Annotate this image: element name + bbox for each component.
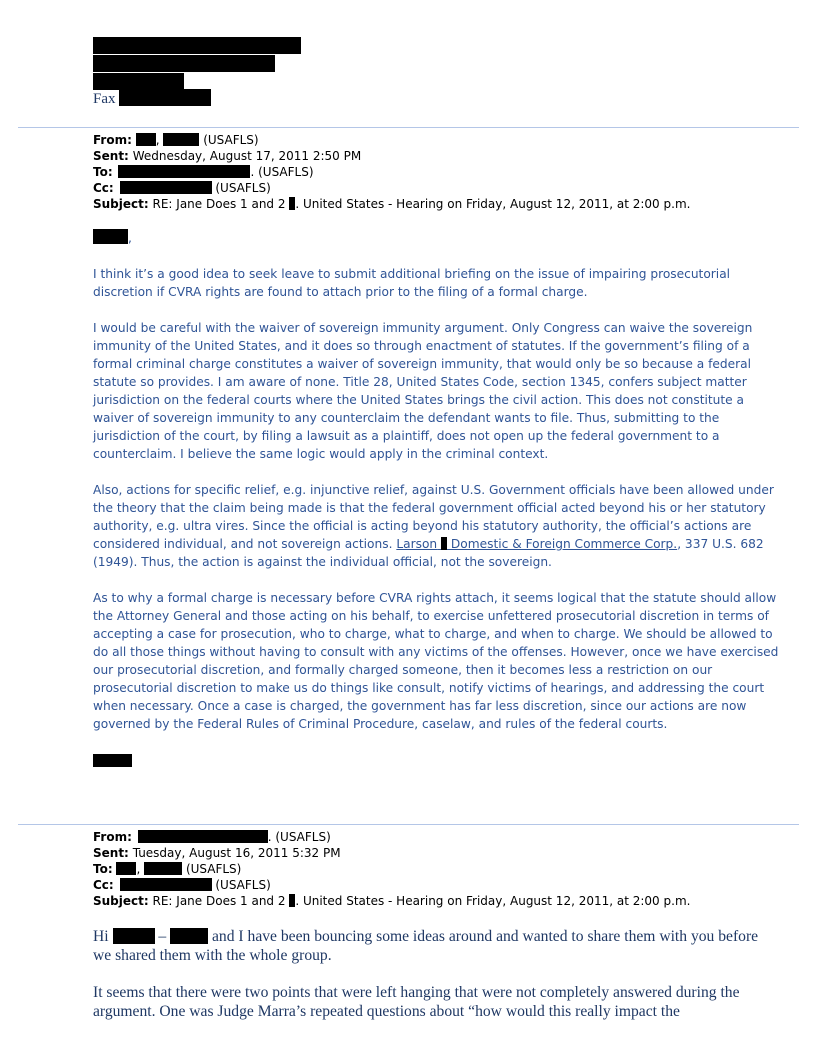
email2-subject-label: Subject: [93,894,149,908]
email2-to-row: To: , (USAFLS) [93,862,242,876]
email1-cc-label: Cc: [93,181,114,195]
redacted-from-first [163,133,199,146]
email1-cc-row [93,180,690,196]
email1-from-row: From: , (USAFLS) [93,133,259,147]
redacted-from2 [138,830,268,843]
redacted-cc [120,181,212,194]
greeting-comma: , [128,231,132,245]
email1-p1-text: I think it’s a good idea to seek leave to submit additional briefing on the issue of impairing prosecutorial discretion if CVRA rights are found to attach prior to the filing of a formal charge. [93,267,731,299]
email1-to-label: To: [93,165,113,179]
email1-sent-value: Wednesday, August 17, 2011 2:50 PM [132,149,362,163]
email1-p2-text: I would be careful with the waiver of sovereign immunity argument. Only Congress can waive the sovereign immunity of the United States, and it does so through enactment of statutes. If the government’s filing of a formal criminal charge constitutes a waiver of sovereign immunity, that would only be so because a federal statute so provides. I am aware of none. Title 28, United States Code, section 1345, confers subject matter jurisdiction on the federal courts where the United States brings the civil action. This does not constitute a waiver of sovereign immunity to any counterclaim the defendant wants to file. Thus, submitting to the jurisdiction of the court, by filing a lawsuit as a plaintiff, does not open up the federal government to a counterclaim. I believe the same logic would apply in the criminal context. [93,321,753,461]
redacted-fax-number [119,89,211,106]
redacted-cc2 [120,878,212,891]
email1-from-suffix: (USAFLS) [203,133,259,147]
email2-dash: – [158,928,167,945]
email1-to-row [93,164,690,180]
email1-paragraph-3 [93,481,783,571]
email2-to-label: To: [93,862,113,876]
email1-paragraph-2 [93,319,783,463]
email1-subject-post: . United States - Hearing on Friday, August 12, 2011, at 2:00 p.m. [295,197,691,211]
case-citation-link[interactable] [396,537,677,551]
email1-header [93,132,690,212]
email2-sent-row [93,845,690,861]
redacted-from-last [136,133,156,146]
email2-from-label: From: [93,830,132,844]
email1-greeting [93,229,783,247]
email2-sent-label: Sent: [93,846,129,860]
redacted-hi-name-2 [170,928,208,944]
redacted-signature-line-2 [93,55,275,72]
email1-cc-suffix: (USAFLS) [215,181,271,195]
redacted-to2-first [144,862,182,875]
email2-sent-value: Tuesday, August 16, 2011 5:32 PM [132,846,341,860]
redacted-signature-line-3 [93,73,184,90]
redacted-to2-last [116,862,136,875]
email2-p1-text [93,927,773,965]
redacted-signoff [93,754,132,767]
email1-p3-text [93,481,783,571]
redacted-greeting-name [93,229,128,244]
fax-label: Fax [93,91,116,107]
email1-sent-row [93,148,690,164]
email2-from-suffix: . (USAFLS) [267,830,331,844]
email1-sent-label: Sent: [93,149,129,163]
email2-cc-label: Cc: [93,878,114,892]
email2-header [93,829,690,909]
email1-from-label: From: [93,133,132,147]
email-separator-2 [18,824,799,825]
email2-cc-row [93,877,690,893]
email1-subject-pre: RE: Jane Does 1 and 2 [152,197,286,211]
email2-cc-suffix: (USAFLS) [215,878,271,892]
email1-subject-label: Subject: [93,197,149,211]
email2-paragraph-1 [93,927,773,965]
email1-to-suffix: . (USAFLS) [250,165,314,179]
email-separator [18,127,799,128]
email2-p2-text: It seems that there were two points that were left hanging that were not completely answered during the argument. One was Judge Marra’s repeated questions about “how would this really impact the [93,984,740,1020]
email1-p4-text: As to why a formal charge is necessary before CVRA rights attach, it seems logical that the statute should allow the Attorney General and those acting on his behalf, to exercise unfettered prosecutorial discretion in terms of accepting a case for prosecution, who to charge, what to charge, and when to charge. We should be allowed to do all those things without having to consult with any victims of the offenses. However, once we have exercised our prosecutorial discretion, and formally charged someone, then it becomes less a restriction on our prosecutorial discretion to make us do things like consult, notify victims of hearings, and addressing the court when necessary. Once a case is charged, the government has far less discretion, since our actions are now governed by the Federal Rules of Criminal Procedure, caselaw, and rules of the federal courts. [93,591,779,731]
email2-to-suffix: (USAFLS) [185,862,242,876]
email1-subject-row [93,196,690,212]
email2-p1-rest: and I have been bouncing some ideas around and wanted to share them with you before we shared them with the whole group. [93,928,759,964]
case-name-b: Domestic & Foreign Commerce Corp. [447,537,678,551]
email1-paragraph-1 [93,265,783,301]
email2-subject-row [93,893,690,909]
email1-paragraph-4 [93,589,783,733]
email2-hi: Hi [93,928,109,945]
email2-paragraph-2 [93,983,773,1021]
signature-fax [93,89,211,108]
redacted-hi-name-1 [113,928,155,944]
email1-p3-pre: Also, actions for specific relief, e.g. injunctive relief, against U.S. Government officials have been allowed under the theory that the claim being made is that the federal government official acted beyond his or her statutory authority, e.g. ultra vires. Since the official is acting beyond his statutory authority, the official’s actions are considered individual, and not sovereign actions. [93,483,774,551]
email1-p3-post: , 337 U.S. 682 (1949). Thus, the action is against the individual official, not the sovereign. [93,537,764,569]
case-name-a: Larson [396,537,438,551]
redacted-to [118,165,250,178]
redacted-signature-line-1 [93,37,301,54]
email2-subject-pre: RE: Jane Does 1 and 2 [152,894,286,908]
email2-subject-post: . United States - Hearing on Friday, August 12, 2011, at 2:00 p.m. [295,894,691,908]
email2-from-row [93,829,690,845]
